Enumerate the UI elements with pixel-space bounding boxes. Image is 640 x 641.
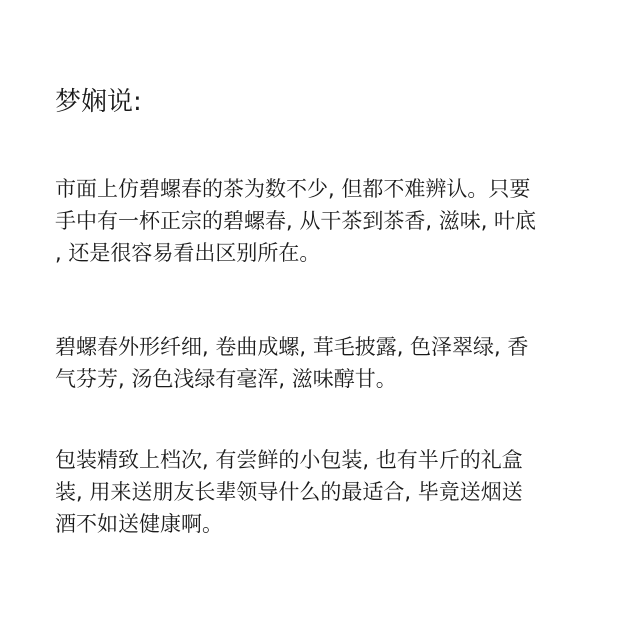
paragraph-packaging bbox=[55, 444, 595, 540]
paragraph-line: 碧螺春外形纤细, 卷曲成螺, 茸毛披露, 色泽翠绿, 香 bbox=[55, 335, 529, 359]
paragraph-counterfeit-identification bbox=[55, 173, 595, 269]
paragraph-line: 手中有一杯正宗的碧螺春, 从干茶到茶香, 滋味, 叶底 bbox=[55, 209, 537, 233]
paragraph-line: 包装精致上档次, 有尝鲜的小包装, 也有半斤的礼盒 bbox=[55, 448, 523, 472]
paragraph-line: , 还是很容易看出区别所在。 bbox=[55, 241, 321, 265]
post-heading: 梦娴说: bbox=[55, 87, 142, 117]
paragraph-line: 市面上仿碧螺春的茶为数不少, 但都不难辨认。只要 bbox=[55, 177, 531, 201]
paragraph-line: 酒不如送健康啊。 bbox=[55, 512, 223, 536]
paragraph-tea-characteristics bbox=[55, 331, 595, 395]
paragraph-line: 气芬芳, 汤色浅绿有毫浑, 滋味醇甘。 bbox=[55, 367, 397, 391]
paragraph-line: 装, 用来送朋友长辈领导什么的最适合, 毕竟送烟送 bbox=[55, 480, 523, 504]
